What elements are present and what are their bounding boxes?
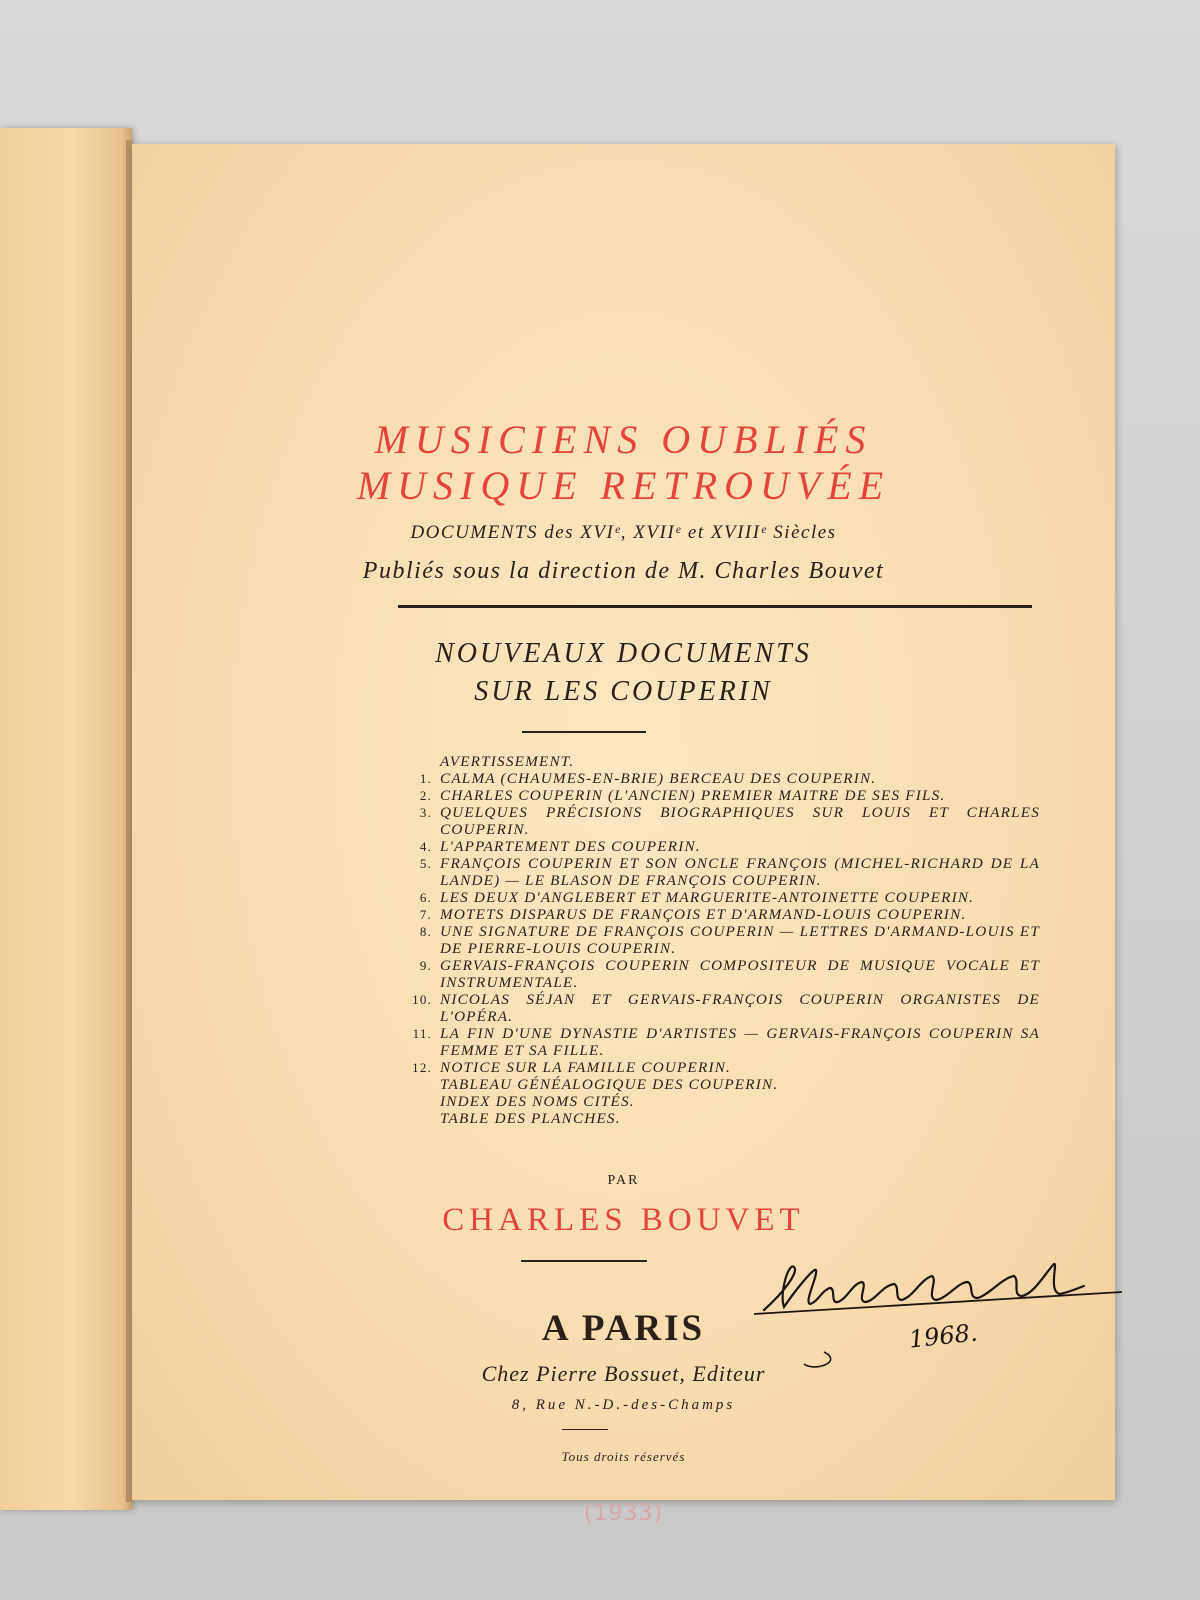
- toc-item: 6. LES DEUX D'ANGLEBERT ET MARGUERITE-ANTOINETTE COUPERIN.: [419, 889, 975, 906]
- series-title-line-2: MUSIQUE RETROUVÉE: [356, 463, 891, 508]
- left-page-edge: [0, 128, 132, 1510]
- book-title-line-2: SUR LES COUPERIN: [474, 676, 773, 707]
- toc-item: 4. L'APPARTEMENT DES COUPERIN.: [419, 838, 701, 855]
- toc-item: 12. NOTICE SUR LA FAMILLE COUPERIN.: [412, 1059, 732, 1076]
- book-title-line-1: NOUVEAUX DOCUMENTS: [435, 638, 812, 669]
- toc-item: 8. UNE SIGNATURE DE FRANÇOIS COUPERIN — LETTRES D'ARMAND-LOUIS ET DE PIERRE-LOUIS COUPERIN.: [419, 923, 1040, 957]
- toc-item: 9. GERVAIS-FRANÇOIS COUPERIN COMPOSITEUR DE MUSIQUE VOCALE ET INSTRUMENTALE.: [419, 957, 1040, 991]
- series-title-line-1: MUSICIENS OUBLIÉS: [374, 417, 873, 462]
- table-of-contents: [390, 753, 1040, 1127]
- svg-text:1968.: 1968.: [907, 1318, 979, 1354]
- handwritten-signature: [744, 1262, 1144, 1382]
- short-rule-top: [522, 731, 646, 733]
- author-name: CHARLES BOUVET: [442, 1202, 805, 1238]
- toc-item: TABLEAU GÉNÉALOGIQUE DES COUPERIN.: [440, 1076, 779, 1093]
- toc-item: 5. FRANÇOIS COUPERIN ET SON ONCLE FRANÇOIS (MICHEL-RICHARD DE LA LANDE) — LE BLASON DE FRANÇOIS COUPERIN.: [419, 855, 1040, 889]
- toc-item: AVERTISSEMENT.: [440, 753, 575, 770]
- toc-item: 1. CALMA (CHAUMES-EN-BRIE) BERCEAU DES COUPERIN.: [419, 770, 877, 787]
- toc-item: 11. LA FIN D'UNE DYNASTIE D'ARTISTES — GERVAIS-FRANÇOIS COUPERIN SA FEMME ET SA FILLE.: [412, 1025, 1040, 1059]
- title-rule: [398, 605, 1032, 608]
- toc-item: TABLE DES PLANCHES.: [440, 1110, 621, 1127]
- rights-notice: Tous droits réservés: [561, 1449, 686, 1464]
- publisher: Chez Pierre Bossuet, Editeur: [481, 1361, 766, 1386]
- toc-item: 3. QUELQUES PRÉCISIONS BIOGRAPHIQUES SUR LOUIS ET CHARLES COUPERIN.: [419, 804, 1040, 838]
- subtitle-direction: Publiés sous la direction de M. Charles Bouvet: [362, 558, 885, 584]
- pencil-date-note: (1933): [583, 1501, 664, 1526]
- subtitle-documents: DOCUMENTS des XVIᵉ, XVIIᵉ et XVIIIᵉ Siècles: [410, 522, 837, 543]
- publication-city: A PARIS: [541, 1308, 706, 1349]
- toc-item: 10. NICOLAS SÉJAN ET GERVAIS-FRANÇOIS COUPERIN ORGANISTES DE L'OPÉRA.: [412, 991, 1040, 1025]
- toc-item: INDEX DES NOMS CITÉS.: [440, 1093, 635, 1110]
- short-rule-bottom: [521, 1260, 647, 1262]
- publisher-address: 8, Rue N.-D.-des-Champs: [511, 1397, 736, 1413]
- by-label: PAR: [607, 1173, 640, 1188]
- toc-item: 7. MOTETS DISPARUS DE FRANÇOIS ET D'ARMAND-LOUIS COUPERIN.: [419, 906, 967, 923]
- title-page: [132, 144, 1115, 1526]
- tiny-rule: [562, 1429, 608, 1430]
- toc-item: 2. CHARLES COUPERIN (L'ANCIEN) PREMIER MAITRE DE SES FILS.: [419, 787, 946, 804]
